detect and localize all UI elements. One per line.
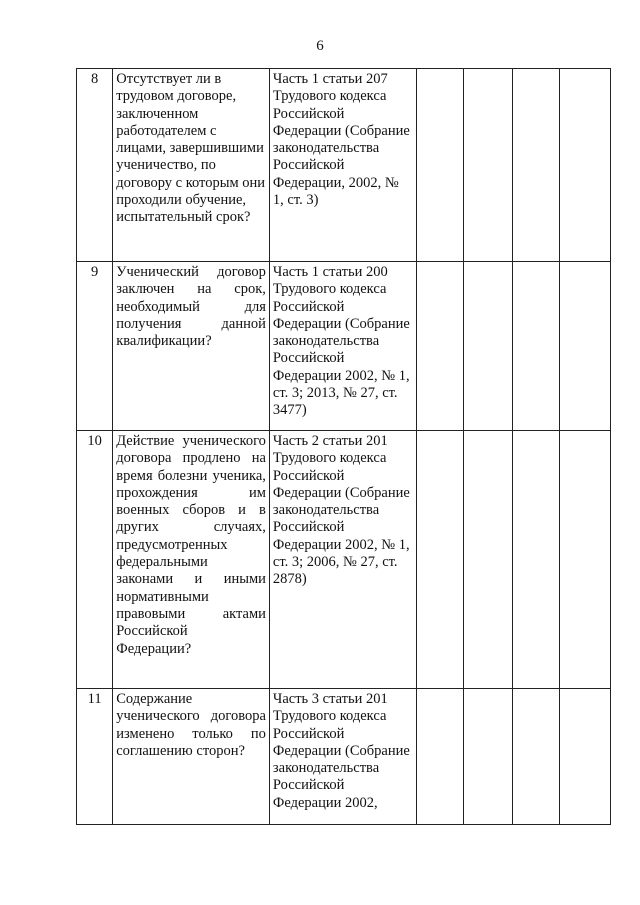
row-number: 9 (77, 262, 113, 431)
answer-cell-not-applicable[interactable] (512, 431, 559, 689)
answer-cell-not-applicable[interactable] (512, 262, 559, 431)
answer-cell-no[interactable] (463, 431, 512, 689)
answer-cell-not-applicable[interactable] (512, 69, 559, 262)
row-number: 10 (77, 431, 113, 689)
table-row (77, 431, 611, 689)
legal-reference-cell: Часть 3 статьи 201 Трудового кодекса Российской Федерации (Собрание законодательства Российской Федерации 2002, (269, 689, 416, 825)
table-row (77, 262, 611, 431)
question-cell: Содержание ученического договора изменено только по соглашению сторон? (113, 689, 270, 825)
notes-cell[interactable] (559, 689, 610, 825)
notes-cell[interactable] (559, 262, 610, 431)
answer-cell-yes[interactable] (416, 431, 463, 689)
question-cell: Отсутствует ли в трудовом договоре, заключенном работодателем с лицами, завершившими ученичество, по договору с которым они проходили обучение, испытательный срок? (113, 69, 270, 262)
answer-cell-no[interactable] (463, 689, 512, 825)
table-row (77, 69, 611, 262)
checklist-table (76, 68, 611, 825)
answer-cell-not-applicable[interactable] (512, 689, 559, 825)
notes-cell[interactable] (559, 69, 610, 262)
question-cell: Ученический договор заключен на срок, необходимый для получения данной квалификации? (113, 262, 270, 431)
row-number: 11 (77, 689, 113, 825)
notes-cell[interactable] (559, 431, 610, 689)
answer-cell-no[interactable] (463, 69, 512, 262)
answer-cell-no[interactable] (463, 262, 512, 431)
legal-reference-cell: Часть 1 статьи 207 Трудового кодекса Российской Федерации (Собрание законодательства Российской Федерации, 2002, № 1, ст. 3) (269, 69, 416, 262)
answer-cell-yes[interactable] (416, 262, 463, 431)
page-number: 6 (316, 38, 324, 54)
answer-cell-yes[interactable] (416, 69, 463, 262)
legal-reference-cell: Часть 2 статьи 201 Трудового кодекса Российской Федерации (Собрание законодательства Российской Федерации 2002, № 1, ст. 3; 2006, № 27, ст. 2878) (269, 431, 416, 689)
question-cell: Действие ученического договора продлено на время болезни ученика, прохождения им военных сборов и в других случаях, предусмотренных федеральными законами и иными нормативными правовыми актами Российской Федерации? (113, 431, 270, 689)
row-number: 8 (77, 69, 113, 262)
table-row (77, 689, 611, 825)
legal-reference-cell: Часть 1 статьи 200 Трудового кодекса Российской Федерации (Собрание законодательства Российской Федерации 2002, № 1, ст. 3; 2013, № 27, ст. 3477) (269, 262, 416, 431)
answer-cell-yes[interactable] (416, 689, 463, 825)
